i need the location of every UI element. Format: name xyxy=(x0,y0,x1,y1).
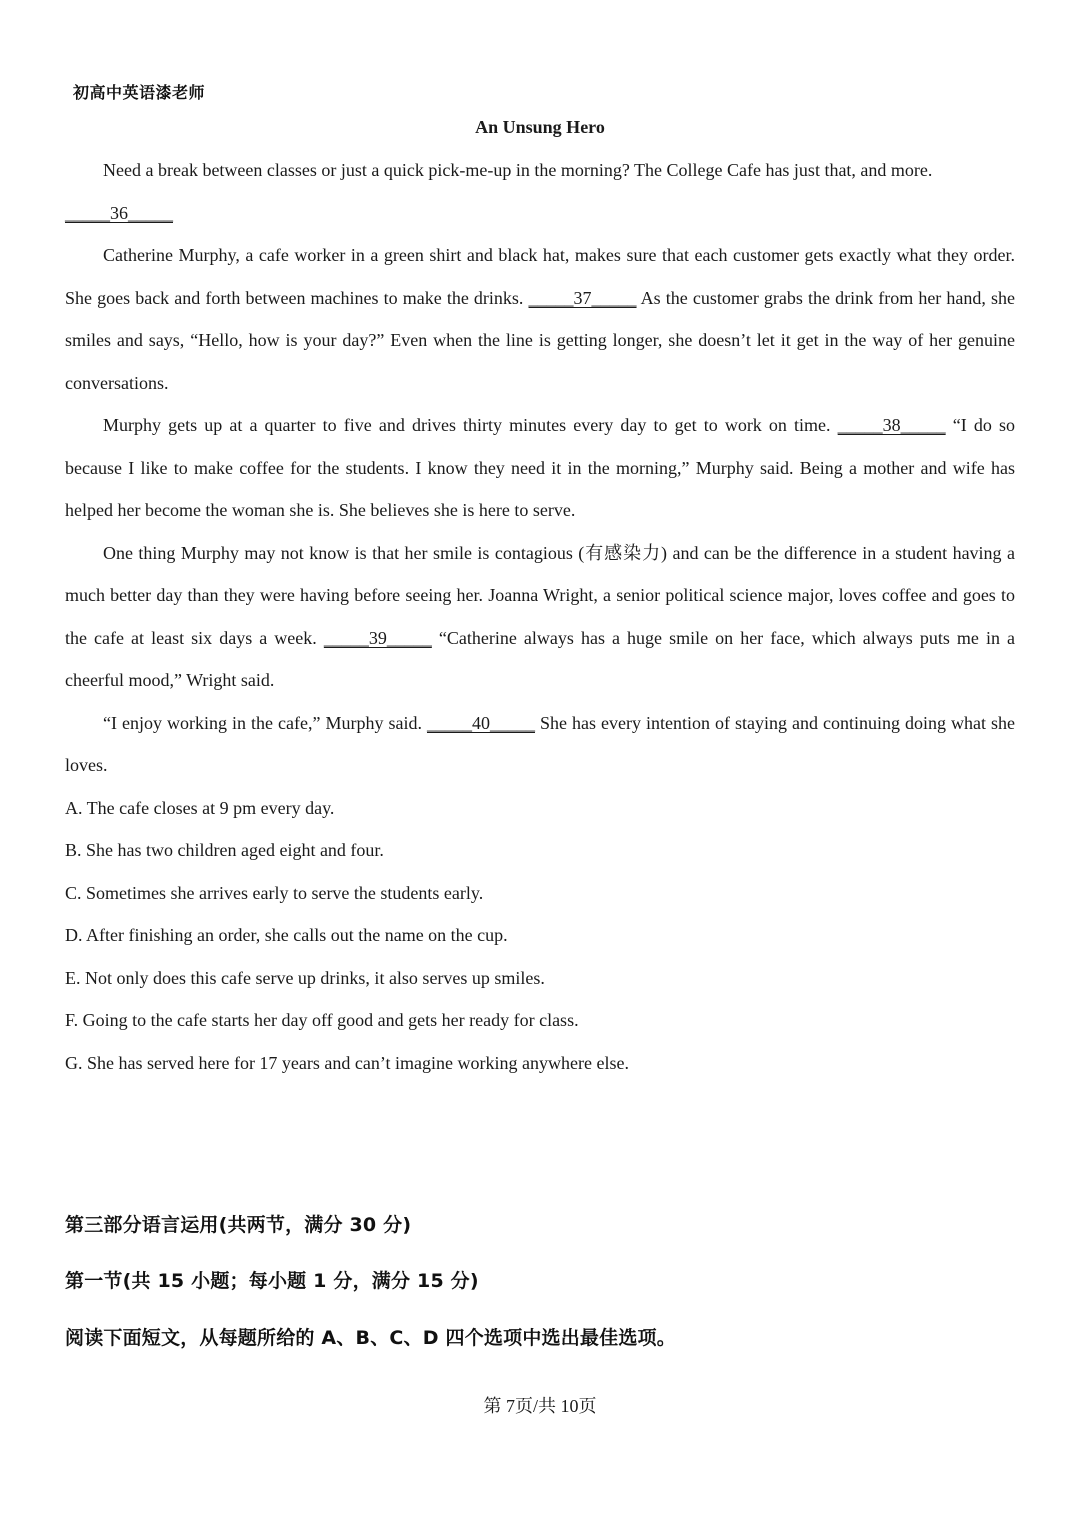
answer-options xyxy=(65,787,1015,1085)
paragraph-2-text-b: As the customer grabs the drink from her hand, she smiles and says, “Hello, how is your day?” Even when the line is getting longer, she doesn’t let it get in the way of her genuine conversations. xyxy=(65,287,1015,393)
paragraph-4-text-b: “Catherine always has a huge smile on her face, which always puts me in a cheerful mood,” Wright said. xyxy=(65,627,1015,690)
paragraph-4 xyxy=(65,532,1015,702)
part-3-heading: 第三部分语言运用(共两节，满分 30 分) xyxy=(65,1214,412,1236)
paragraph-3-text-a: Murphy gets up at a quarter to five and drives thirty minutes every day to get to work on time. xyxy=(103,415,838,435)
paragraph-1 xyxy=(65,149,1015,192)
paragraph-5 xyxy=(65,702,1015,787)
blank-36: _____36_____ xyxy=(65,202,173,223)
blank-37: _____37_____ xyxy=(528,287,637,308)
paragraph-4-text-a: One thing Murphy may not know is that her smile is contagious (有感染力) and can be the difference in a student having a much better day than they were having before seeing her. Joanna Wright, a senior political science major, loves coffee and goes to the cafe at least six days a week. xyxy=(65,542,1015,648)
option-d: D. After finishing an order, she calls out the name on the cup. xyxy=(65,925,508,945)
section-1-heading: 第一节(共 15 小题；每小题 1 分，满分 15 分) xyxy=(65,1270,479,1292)
blank-40: _____40_____ xyxy=(426,712,535,733)
paragraph-1-text: Need a break between classes or just a quick pick-me-up in the morning? The College Cafe has just that, and more. xyxy=(103,160,933,180)
paragraph-5-text-b: She has every intention of staying and continuing doing what she loves. xyxy=(65,712,1015,775)
section-instruction: 阅读下面短文，从每题所给的 A、B、C、D 四个选项中选出最佳选项。 xyxy=(65,1327,676,1349)
option-g: G. She has served here for 17 years and can’t imagine working anywhere else. xyxy=(65,1052,629,1073)
paragraph-5-text-a: “I enjoy working in the cafe,” Murphy said. xyxy=(103,712,427,733)
passage-body xyxy=(65,149,1015,1084)
paragraph-3-text-b: “I do so because I like to make coffee for the students. I know they need it in the morning,” Murphy said. Being a mother and wife has helped her become the woman she is. She believes she is here to serve. xyxy=(65,415,1015,520)
paragraph-blank-36 xyxy=(65,192,1015,235)
passage-title: An Unsung Hero xyxy=(475,117,605,137)
option-c: C. Sometimes she arrives early to serve the students early. xyxy=(65,882,484,903)
paragraph-2-text-a: Catherine Murphy, a cafe worker in a green shirt and black hat, makes sure that each customer gets exactly what they order. She goes back and forth between machines to make the drinks. xyxy=(65,245,1015,308)
watermark-text: 初高中英语漆老师 xyxy=(73,83,206,102)
blank-39: _____39_____ xyxy=(323,627,432,648)
paragraph-2 xyxy=(65,234,1015,404)
page-number: 第 7页/共 10页 xyxy=(483,1396,597,1416)
paragraph-3 xyxy=(65,404,1015,532)
option-b: B. She has two children aged eight and four. xyxy=(65,840,384,860)
option-f: F. Going to the cafe starts her day off good and gets her ready for class. xyxy=(65,1010,579,1030)
blank-38: _____38_____ xyxy=(837,415,946,435)
option-a: A. The cafe closes at 9 pm every day. xyxy=(65,797,335,818)
option-e: E. Not only does this cafe serve up drinks, it also serves up smiles. xyxy=(65,967,545,988)
